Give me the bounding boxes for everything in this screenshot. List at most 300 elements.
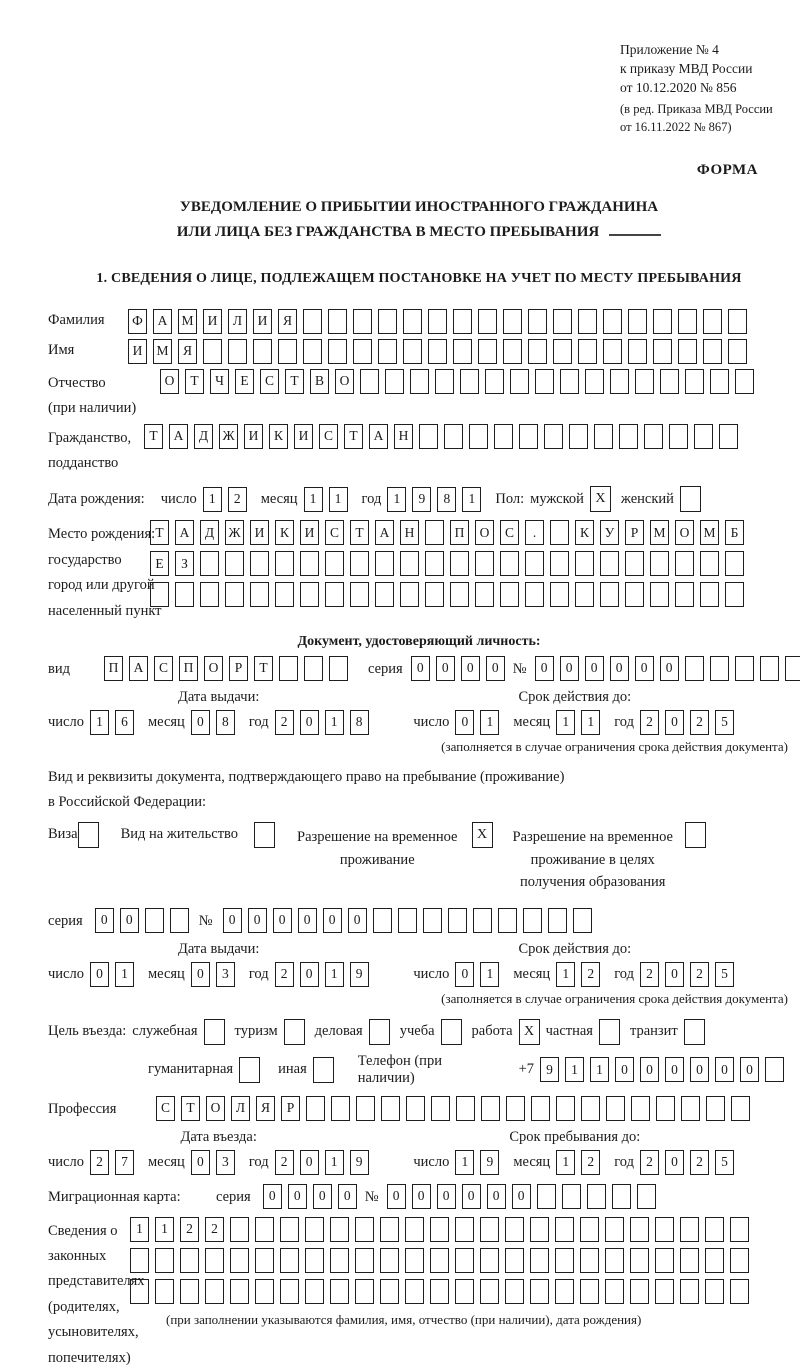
char-cell[interactable]: 5 (715, 1150, 734, 1175)
char-cell[interactable] (175, 582, 194, 607)
char-cell[interactable]: 0 (288, 1184, 307, 1209)
char-cell[interactable]: 0 (690, 1057, 709, 1082)
char-cell[interactable] (450, 582, 469, 607)
char-cell[interactable] (275, 582, 294, 607)
char-cell[interactable] (580, 1248, 599, 1273)
char-cell[interactable]: Р (281, 1096, 300, 1121)
char-cell[interactable] (453, 309, 472, 334)
char-cell[interactable]: М (700, 520, 719, 545)
char-cell[interactable]: 1 (581, 710, 600, 735)
char-cell[interactable]: К (575, 520, 594, 545)
char-cell[interactable] (328, 309, 347, 334)
char-cell[interactable]: 2 (690, 962, 709, 987)
char-cell[interactable]: 1 (556, 962, 575, 987)
char-cell[interactable] (503, 339, 522, 364)
purpose-humanitarian-checkbox[interactable] (239, 1057, 260, 1083)
residence-permit-checkbox[interactable] (254, 822, 275, 848)
char-cell[interactable] (255, 1217, 274, 1242)
char-cell[interactable] (553, 339, 572, 364)
char-cell[interactable] (400, 582, 419, 607)
char-cell[interactable]: О (204, 656, 223, 681)
char-cell[interactable] (655, 1248, 674, 1273)
char-cell[interactable]: Т (350, 520, 369, 545)
char-cell[interactable]: 9 (540, 1057, 559, 1082)
char-cell[interactable] (644, 424, 663, 449)
char-cell[interactable] (628, 339, 647, 364)
char-cell[interactable]: 0 (486, 656, 505, 681)
char-cell[interactable]: С (154, 656, 173, 681)
char-cell[interactable]: 2 (275, 1150, 294, 1175)
char-cell[interactable]: Ж (219, 424, 238, 449)
char-cell[interactable] (455, 1217, 474, 1242)
char-cell[interactable]: Ж (225, 520, 244, 545)
char-cell[interactable] (475, 551, 494, 576)
char-cell[interactable]: 0 (323, 908, 342, 933)
char-cell[interactable]: 0 (338, 1184, 357, 1209)
char-cell[interactable]: И (253, 309, 272, 334)
char-cell[interactable]: 0 (560, 656, 579, 681)
char-cell[interactable]: 0 (263, 1184, 282, 1209)
char-cell[interactable] (719, 424, 738, 449)
char-cell[interactable] (280, 1217, 299, 1242)
char-cell[interactable]: 0 (436, 656, 455, 681)
purpose-business-checkbox[interactable] (369, 1019, 390, 1045)
char-cell[interactable] (630, 1248, 649, 1273)
char-cell[interactable] (305, 1217, 324, 1242)
char-cell[interactable] (523, 908, 542, 933)
char-cell[interactable]: И (250, 520, 269, 545)
char-cell[interactable] (603, 309, 622, 334)
char-cell[interactable] (455, 1279, 474, 1304)
char-cell[interactable] (253, 339, 272, 364)
char-cell[interactable] (703, 339, 722, 364)
char-cell[interactable] (700, 582, 719, 607)
char-cell[interactable] (637, 1184, 656, 1209)
char-cell[interactable] (170, 908, 189, 933)
char-cell[interactable] (428, 309, 447, 334)
char-cell[interactable] (505, 1279, 524, 1304)
char-cell[interactable] (255, 1248, 274, 1273)
char-cell[interactable] (685, 656, 704, 681)
char-cell[interactable] (331, 1096, 350, 1121)
char-cell[interactable]: 5 (715, 962, 734, 987)
char-cell[interactable] (735, 369, 754, 394)
char-cell[interactable] (703, 309, 722, 334)
char-cell[interactable] (225, 551, 244, 576)
char-cell[interactable]: К (275, 520, 294, 545)
purpose-official-checkbox[interactable] (204, 1019, 225, 1045)
char-cell[interactable] (625, 582, 644, 607)
char-cell[interactable] (425, 582, 444, 607)
char-cell[interactable]: 1 (304, 487, 323, 512)
char-cell[interactable] (525, 582, 544, 607)
char-cell[interactable]: Н (400, 520, 419, 545)
char-cell[interactable] (428, 339, 447, 364)
char-cell[interactable] (605, 1217, 624, 1242)
char-cell[interactable] (725, 582, 744, 607)
char-cell[interactable] (587, 1184, 606, 1209)
char-cell[interactable] (378, 309, 397, 334)
char-cell[interactable] (544, 424, 563, 449)
char-cell[interactable]: Р (229, 656, 248, 681)
char-cell[interactable]: Т (344, 424, 363, 449)
char-cell[interactable] (525, 551, 544, 576)
purpose-other-checkbox[interactable] (313, 1057, 334, 1083)
char-cell[interactable] (375, 582, 394, 607)
char-cell[interactable] (550, 582, 569, 607)
char-cell[interactable] (330, 1217, 349, 1242)
char-cell[interactable]: 0 (640, 1057, 659, 1082)
char-cell[interactable]: 0 (191, 1150, 210, 1175)
char-cell[interactable] (594, 424, 613, 449)
char-cell[interactable] (655, 1217, 674, 1242)
char-cell[interactable] (555, 1248, 574, 1273)
char-cell[interactable] (130, 1279, 149, 1304)
char-cell[interactable] (353, 309, 372, 334)
char-cell[interactable]: У (600, 520, 619, 545)
char-cell[interactable]: 1 (387, 487, 406, 512)
char-cell[interactable]: 0 (273, 908, 292, 933)
char-cell[interactable]: 1 (565, 1057, 584, 1082)
char-cell[interactable]: Т (150, 520, 169, 545)
char-cell[interactable]: С (260, 369, 279, 394)
char-cell[interactable]: 1 (590, 1057, 609, 1082)
char-cell[interactable]: 7 (115, 1150, 134, 1175)
char-cell[interactable] (655, 1279, 674, 1304)
char-cell[interactable]: 0 (298, 908, 317, 933)
char-cell[interactable]: 0 (95, 908, 114, 933)
char-cell[interactable] (455, 1248, 474, 1273)
char-cell[interactable]: 0 (635, 656, 654, 681)
char-cell[interactable]: 0 (412, 1184, 431, 1209)
char-cell[interactable]: 2 (690, 1150, 709, 1175)
char-cell[interactable] (680, 1248, 699, 1273)
char-cell[interactable] (735, 656, 754, 681)
char-cell[interactable] (280, 1248, 299, 1273)
char-cell[interactable] (329, 656, 348, 681)
char-cell[interactable] (225, 582, 244, 607)
char-cell[interactable] (485, 369, 504, 394)
purpose-transit-checkbox[interactable] (684, 1019, 705, 1045)
char-cell[interactable] (203, 339, 222, 364)
char-cell[interactable] (400, 551, 419, 576)
char-cell[interactable] (180, 1279, 199, 1304)
char-cell[interactable] (478, 339, 497, 364)
char-cell[interactable] (653, 339, 672, 364)
char-cell[interactable]: Л (228, 309, 247, 334)
char-cell[interactable] (630, 1217, 649, 1242)
char-cell[interactable]: С (319, 424, 338, 449)
char-cell[interactable] (705, 1248, 724, 1273)
char-cell[interactable]: З (175, 551, 194, 576)
char-cell[interactable]: 2 (581, 1150, 600, 1175)
char-cell[interactable] (575, 551, 594, 576)
char-cell[interactable] (300, 582, 319, 607)
char-cell[interactable] (531, 1096, 550, 1121)
char-cell[interactable] (535, 369, 554, 394)
char-cell[interactable] (480, 1217, 499, 1242)
char-cell[interactable]: 0 (90, 962, 109, 987)
char-cell[interactable]: 1 (325, 1150, 344, 1175)
char-cell[interactable]: 2 (640, 710, 659, 735)
char-cell[interactable]: И (203, 309, 222, 334)
char-cell[interactable]: 0 (387, 1184, 406, 1209)
char-cell[interactable] (603, 339, 622, 364)
char-cell[interactable]: 2 (228, 487, 247, 512)
char-cell[interactable]: 1 (462, 487, 481, 512)
char-cell[interactable] (450, 551, 469, 576)
char-cell[interactable] (610, 369, 629, 394)
char-cell[interactable]: 1 (325, 962, 344, 987)
char-cell[interactable]: И (300, 520, 319, 545)
char-cell[interactable] (473, 908, 492, 933)
char-cell[interactable] (305, 1279, 324, 1304)
char-cell[interactable]: 0 (223, 908, 242, 933)
char-cell[interactable] (555, 1279, 574, 1304)
char-cell[interactable]: С (325, 520, 344, 545)
char-cell[interactable] (494, 424, 513, 449)
char-cell[interactable] (555, 1217, 574, 1242)
char-cell[interactable] (279, 656, 298, 681)
char-cell[interactable] (580, 1217, 599, 1242)
char-cell[interactable] (600, 551, 619, 576)
char-cell[interactable]: 0 (300, 710, 319, 735)
char-cell[interactable]: 0 (120, 908, 139, 933)
char-cell[interactable] (475, 582, 494, 607)
char-cell[interactable] (705, 1279, 724, 1304)
char-cell[interactable] (556, 1096, 575, 1121)
char-cell[interactable] (155, 1279, 174, 1304)
char-cell[interactable] (355, 1217, 374, 1242)
temp-permit-edu-checkbox[interactable] (685, 822, 706, 848)
char-cell[interactable] (444, 424, 463, 449)
char-cell[interactable] (505, 1217, 524, 1242)
char-cell[interactable] (765, 1057, 784, 1082)
char-cell[interactable] (706, 1096, 725, 1121)
sex-female-checkbox[interactable] (680, 486, 701, 512)
char-cell[interactable] (681, 1096, 700, 1121)
char-cell[interactable] (519, 424, 538, 449)
char-cell[interactable] (630, 1279, 649, 1304)
char-cell[interactable] (573, 908, 592, 933)
char-cell[interactable] (619, 424, 638, 449)
char-cell[interactable]: 2 (690, 710, 709, 735)
char-cell[interactable] (530, 1217, 549, 1242)
char-cell[interactable] (460, 369, 479, 394)
char-cell[interactable]: 1 (556, 710, 575, 735)
char-cell[interactable] (373, 908, 392, 933)
char-cell[interactable] (728, 309, 747, 334)
char-cell[interactable]: Л (231, 1096, 250, 1121)
char-cell[interactable] (680, 1217, 699, 1242)
char-cell[interactable] (500, 551, 519, 576)
char-cell[interactable] (328, 339, 347, 364)
char-cell[interactable]: Е (235, 369, 254, 394)
char-cell[interactable] (230, 1248, 249, 1273)
char-cell[interactable]: 0 (462, 1184, 481, 1209)
char-cell[interactable]: 0 (665, 1057, 684, 1082)
char-cell[interactable]: 2 (90, 1150, 109, 1175)
char-cell[interactable]: М (153, 339, 172, 364)
char-cell[interactable] (725, 551, 744, 576)
char-cell[interactable] (612, 1184, 631, 1209)
char-cell[interactable] (480, 1279, 499, 1304)
char-cell[interactable]: 2 (180, 1217, 199, 1242)
char-cell[interactable] (385, 369, 404, 394)
char-cell[interactable]: 0 (300, 962, 319, 987)
char-cell[interactable] (255, 1279, 274, 1304)
char-cell[interactable] (360, 369, 379, 394)
char-cell[interactable] (550, 520, 569, 545)
char-cell[interactable] (478, 309, 497, 334)
char-cell[interactable] (403, 339, 422, 364)
char-cell[interactable]: 0 (585, 656, 604, 681)
char-cell[interactable]: . (525, 520, 544, 545)
char-cell[interactable]: 2 (205, 1217, 224, 1242)
char-cell[interactable] (448, 908, 467, 933)
char-cell[interactable]: Ф (128, 309, 147, 334)
char-cell[interactable] (760, 656, 779, 681)
char-cell[interactable] (528, 339, 547, 364)
char-cell[interactable]: 0 (610, 656, 629, 681)
char-cell[interactable] (678, 339, 697, 364)
char-cell[interactable] (631, 1096, 650, 1121)
char-cell[interactable] (325, 551, 344, 576)
char-cell[interactable] (200, 551, 219, 576)
char-cell[interactable]: Т (254, 656, 273, 681)
char-cell[interactable] (381, 1096, 400, 1121)
char-cell[interactable] (680, 1279, 699, 1304)
char-cell[interactable] (303, 309, 322, 334)
char-cell[interactable] (230, 1217, 249, 1242)
char-cell[interactable]: 1 (455, 1150, 474, 1175)
char-cell[interactable] (405, 1217, 424, 1242)
purpose-private-checkbox[interactable] (599, 1019, 620, 1045)
char-cell[interactable] (303, 339, 322, 364)
char-cell[interactable] (350, 582, 369, 607)
char-cell[interactable] (562, 1184, 581, 1209)
char-cell[interactable]: В (310, 369, 329, 394)
char-cell[interactable]: 2 (640, 1150, 659, 1175)
char-cell[interactable] (650, 582, 669, 607)
char-cell[interactable] (230, 1279, 249, 1304)
char-cell[interactable]: 0 (437, 1184, 456, 1209)
char-cell[interactable] (730, 1248, 749, 1273)
char-cell[interactable]: О (675, 520, 694, 545)
char-cell[interactable] (280, 1279, 299, 1304)
char-cell[interactable] (537, 1184, 556, 1209)
char-cell[interactable]: А (375, 520, 394, 545)
char-cell[interactable] (481, 1096, 500, 1121)
char-cell[interactable] (406, 1096, 425, 1121)
char-cell[interactable]: И (294, 424, 313, 449)
char-cell[interactable]: 0 (615, 1057, 634, 1082)
char-cell[interactable]: О (206, 1096, 225, 1121)
char-cell[interactable] (505, 1248, 524, 1273)
char-cell[interactable]: 0 (665, 962, 684, 987)
char-cell[interactable]: 0 (313, 1184, 332, 1209)
char-cell[interactable] (150, 582, 169, 607)
char-cell[interactable] (205, 1279, 224, 1304)
char-cell[interactable] (300, 551, 319, 576)
char-cell[interactable] (435, 369, 454, 394)
char-cell[interactable] (685, 369, 704, 394)
char-cell[interactable]: О (160, 369, 179, 394)
char-cell[interactable]: 1 (325, 710, 344, 735)
char-cell[interactable]: Р (625, 520, 644, 545)
char-cell[interactable] (275, 551, 294, 576)
char-cell[interactable]: К (269, 424, 288, 449)
char-cell[interactable]: О (335, 369, 354, 394)
char-cell[interactable] (625, 551, 644, 576)
char-cell[interactable]: 9 (350, 962, 369, 987)
char-cell[interactable] (380, 1248, 399, 1273)
visa-checkbox[interactable] (78, 822, 99, 848)
char-cell[interactable] (375, 551, 394, 576)
char-cell[interactable] (605, 1248, 624, 1273)
char-cell[interactable] (155, 1248, 174, 1273)
char-cell[interactable]: 9 (412, 487, 431, 512)
char-cell[interactable] (694, 424, 713, 449)
char-cell[interactable] (606, 1096, 625, 1121)
char-cell[interactable] (528, 309, 547, 334)
char-cell[interactable] (560, 369, 579, 394)
char-cell[interactable] (456, 1096, 475, 1121)
char-cell[interactable] (278, 339, 297, 364)
char-cell[interactable] (669, 424, 688, 449)
char-cell[interactable] (500, 582, 519, 607)
char-cell[interactable] (250, 551, 269, 576)
char-cell[interactable]: А (175, 520, 194, 545)
char-cell[interactable]: Я (256, 1096, 275, 1121)
char-cell[interactable]: 0 (191, 962, 210, 987)
char-cell[interactable]: О (475, 520, 494, 545)
char-cell[interactable]: 0 (715, 1057, 734, 1082)
char-cell[interactable]: П (179, 656, 198, 681)
char-cell[interactable]: 0 (512, 1184, 531, 1209)
char-cell[interactable]: 1 (155, 1217, 174, 1242)
char-cell[interactable]: 0 (248, 908, 267, 933)
char-cell[interactable] (355, 1279, 374, 1304)
char-cell[interactable] (785, 656, 800, 681)
char-cell[interactable] (506, 1096, 525, 1121)
char-cell[interactable]: 0 (535, 656, 554, 681)
char-cell[interactable]: Я (178, 339, 197, 364)
char-cell[interactable] (503, 309, 522, 334)
char-cell[interactable] (419, 424, 438, 449)
char-cell[interactable] (605, 1279, 624, 1304)
char-cell[interactable]: 8 (350, 710, 369, 735)
char-cell[interactable] (730, 1279, 749, 1304)
char-cell[interactable] (585, 369, 604, 394)
char-cell[interactable] (180, 1248, 199, 1273)
char-cell[interactable] (305, 1248, 324, 1273)
char-cell[interactable] (710, 656, 729, 681)
char-cell[interactable] (410, 369, 429, 394)
char-cell[interactable]: Н (394, 424, 413, 449)
char-cell[interactable] (130, 1248, 149, 1273)
char-cell[interactable]: 9 (480, 1150, 499, 1175)
char-cell[interactable]: 1 (130, 1217, 149, 1242)
char-cell[interactable] (403, 309, 422, 334)
char-cell[interactable] (405, 1248, 424, 1273)
char-cell[interactable] (325, 582, 344, 607)
char-cell[interactable] (728, 339, 747, 364)
char-cell[interactable]: М (178, 309, 197, 334)
purpose-tourism-checkbox[interactable] (284, 1019, 305, 1045)
char-cell[interactable]: П (450, 520, 469, 545)
char-cell[interactable]: 1 (480, 710, 499, 735)
